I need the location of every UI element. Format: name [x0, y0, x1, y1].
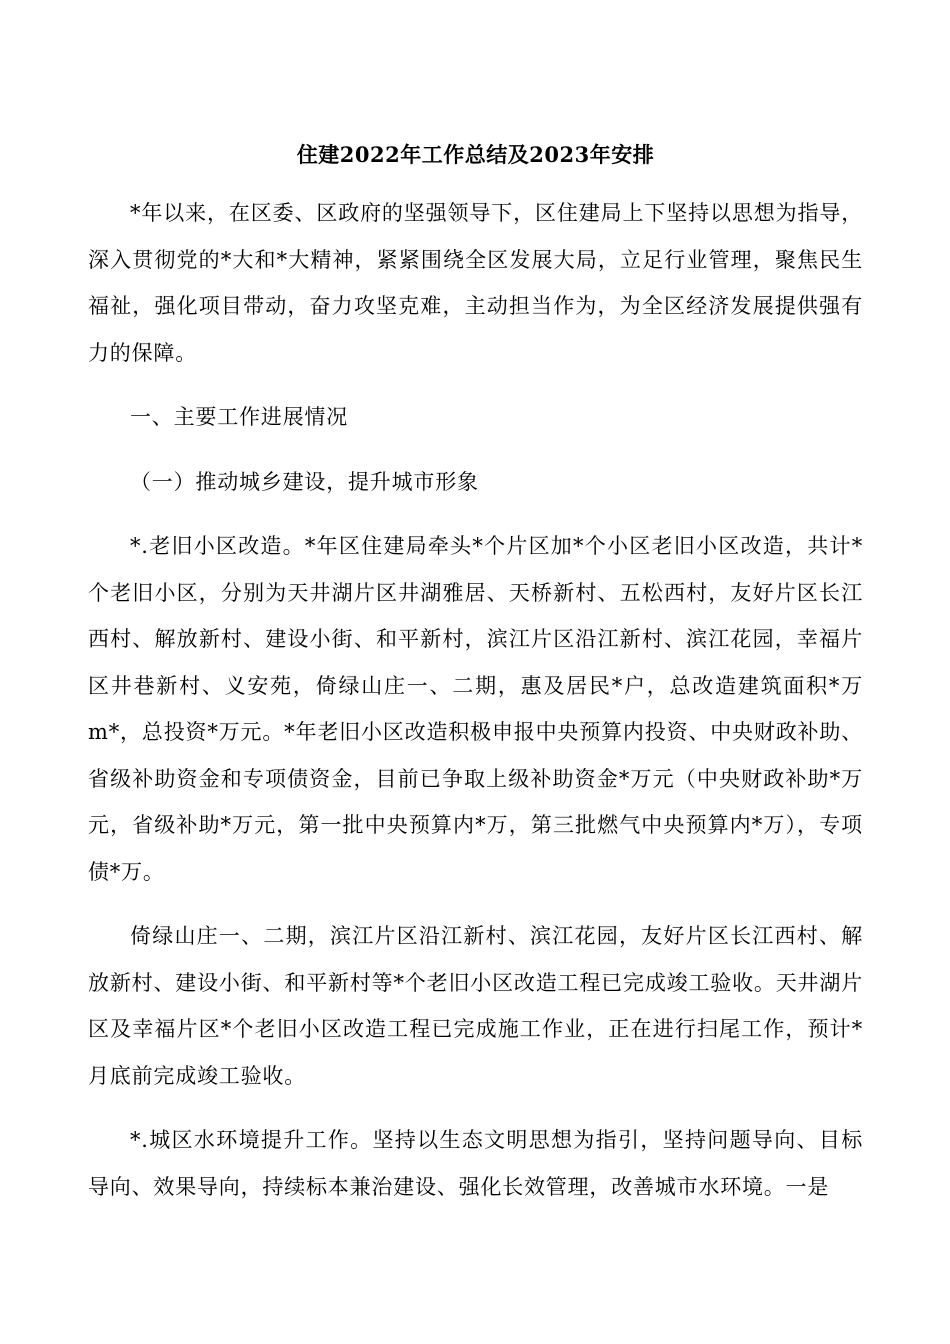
subsection-heading: （一）推动城乡建设，提升城市形象 [130, 469, 479, 494]
water-environment-paragraph: *.城区水环境提升工作。坚持以生态文明思想为指引，坚持问题导向、目标导向、效果导向，持续标本兼治建设、强化长效管理，改善城市水环境。一是 [88, 1128, 863, 1199]
section-heading: 一、主要工作进展情况 [130, 405, 348, 429]
completion-paragraph: 倚绿山庄一、二期，滨江片区沿江新村、滨江花园，友好片区长江西村、解放新村、建设小街、和平新村等*个老旧小区改造工程已完成竣工验收。天井湖片区及幸福片区*个老旧小区改造工程已完成施工作业，正在进行扫尾工作，预计*月底前完成竣工验收。 [88, 924, 863, 1088]
document-page [88, 140, 863, 1210]
old-community-paragraph: *.老旧小区改造。*年区住建局牵头*个片区加*个小区老旧小区改造，共计*个老旧小区，分别为天井湖片区井湖雅居、天桥新村、五松西村，友好片区长江西村、解放新村、建设小街、和平新村，滨江片区沿江新村、滨江花园，幸福片区井巷新村、义安苑，倚绿山庄一、二期，惠及居民*户，总改造建筑面积*万m*，总投资*万元。*年老旧小区改造积极申报中央预算内投资、中央财政补助、省级补助资金和专项债资金，目前已争取上级补助资金*万元（中央财政补助*万元，省级补助*万元，第一批中央预算内*万，第三批燃气中央预算内*万），专项债*万。 [88, 534, 863, 884]
intro-paragraph: *年以来，在区委、区政府的坚强领导下，区住建局上下坚持以思想为指导，深入贯彻党的*大和*大精神，紧紧围绕全区发展大局，立足行业管理，聚焦民生福祉，强化项目带动，奋力攻坚克难，主动担当作为，为全区经济发展提供强有力的保障。 [88, 201, 863, 365]
document-title: 住建2022年工作总结及2023年安排 [296, 142, 655, 167]
